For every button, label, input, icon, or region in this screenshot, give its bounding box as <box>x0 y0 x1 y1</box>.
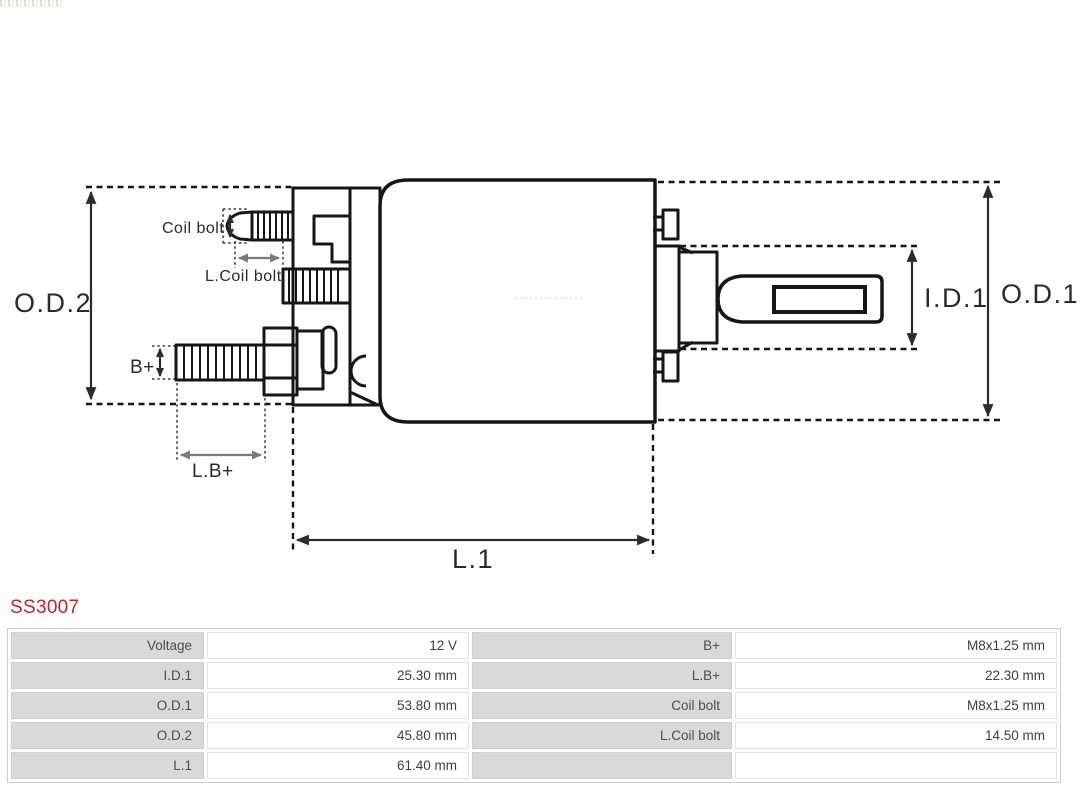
spec-value-cell <box>735 752 1057 779</box>
rear-cap-and-plunger <box>653 210 882 381</box>
spec-value-cell: 25.30 mm <box>207 662 469 689</box>
spec-value-cell: 45.80 mm <box>207 722 469 749</box>
plate-step-detail <box>314 216 350 262</box>
table-row <box>11 662 1057 689</box>
b-plus-washer-block <box>297 331 323 389</box>
spec-value-cell: 61.40 mm <box>207 752 469 779</box>
table-row <box>11 722 1057 749</box>
table-row <box>11 752 1057 779</box>
spec-label-cell: Voltage <box>11 632 204 659</box>
coil-bolt-label: Coil bolt <box>162 220 225 237</box>
od2-label: O.D.2 <box>14 288 93 318</box>
rear-tab-top <box>663 210 678 239</box>
spec-label-cell: L.B+ <box>472 662 732 689</box>
table-row <box>11 692 1057 719</box>
product-code: SS3007 <box>10 597 80 618</box>
id1-label: I.D.1 <box>924 283 989 313</box>
rear-tab-bottom <box>663 352 678 381</box>
dimension-arrows <box>91 186 988 540</box>
solenoid-body <box>380 180 655 422</box>
l1-label: L.1 <box>452 544 495 574</box>
plunger-shaft <box>718 276 882 322</box>
dimension-labels <box>14 220 1079 574</box>
spec-label-cell: L.1 <box>11 752 204 779</box>
spec-label-cell: B+ <box>472 632 732 659</box>
spec-label-cell: L.Coil bolt <box>472 722 732 749</box>
rear-cap-inner <box>679 252 717 343</box>
spec-label-cell: I.D.1 <box>11 662 204 689</box>
spec-value-cell: 53.80 mm <box>207 692 469 719</box>
spec-value-cell: 22.30 mm <box>735 662 1057 689</box>
rear-cap-outer <box>655 246 679 351</box>
spec-value-cell: 14.50 mm <box>735 722 1057 749</box>
spec-value-cell: M8x1.25 mm <box>735 692 1057 719</box>
spec-table <box>7 628 1061 783</box>
spec-label-cell: Coil bolt <box>472 692 732 719</box>
od1-label: O.D.1 <box>1001 279 1080 309</box>
spec-label-cell: O.D.2 <box>11 722 204 749</box>
plunger-slot <box>774 287 865 312</box>
coil-bolt-terminal <box>227 212 293 240</box>
plate-notch <box>351 356 366 386</box>
lb-plus-label: L.B+ <box>192 461 234 482</box>
spec-value-cell: M8x1.25 mm <box>735 632 1057 659</box>
spec-label-cell <box>472 752 732 779</box>
spec-label-cell: O.D.1 <box>11 692 204 719</box>
spec-value-cell: 12 V <box>207 632 469 659</box>
table-row <box>11 632 1057 659</box>
b-plus-terminal <box>176 327 336 395</box>
l-coil-bolt-label: L.Coil bolt <box>205 268 282 285</box>
b-plus-label: B+ <box>130 357 155 378</box>
